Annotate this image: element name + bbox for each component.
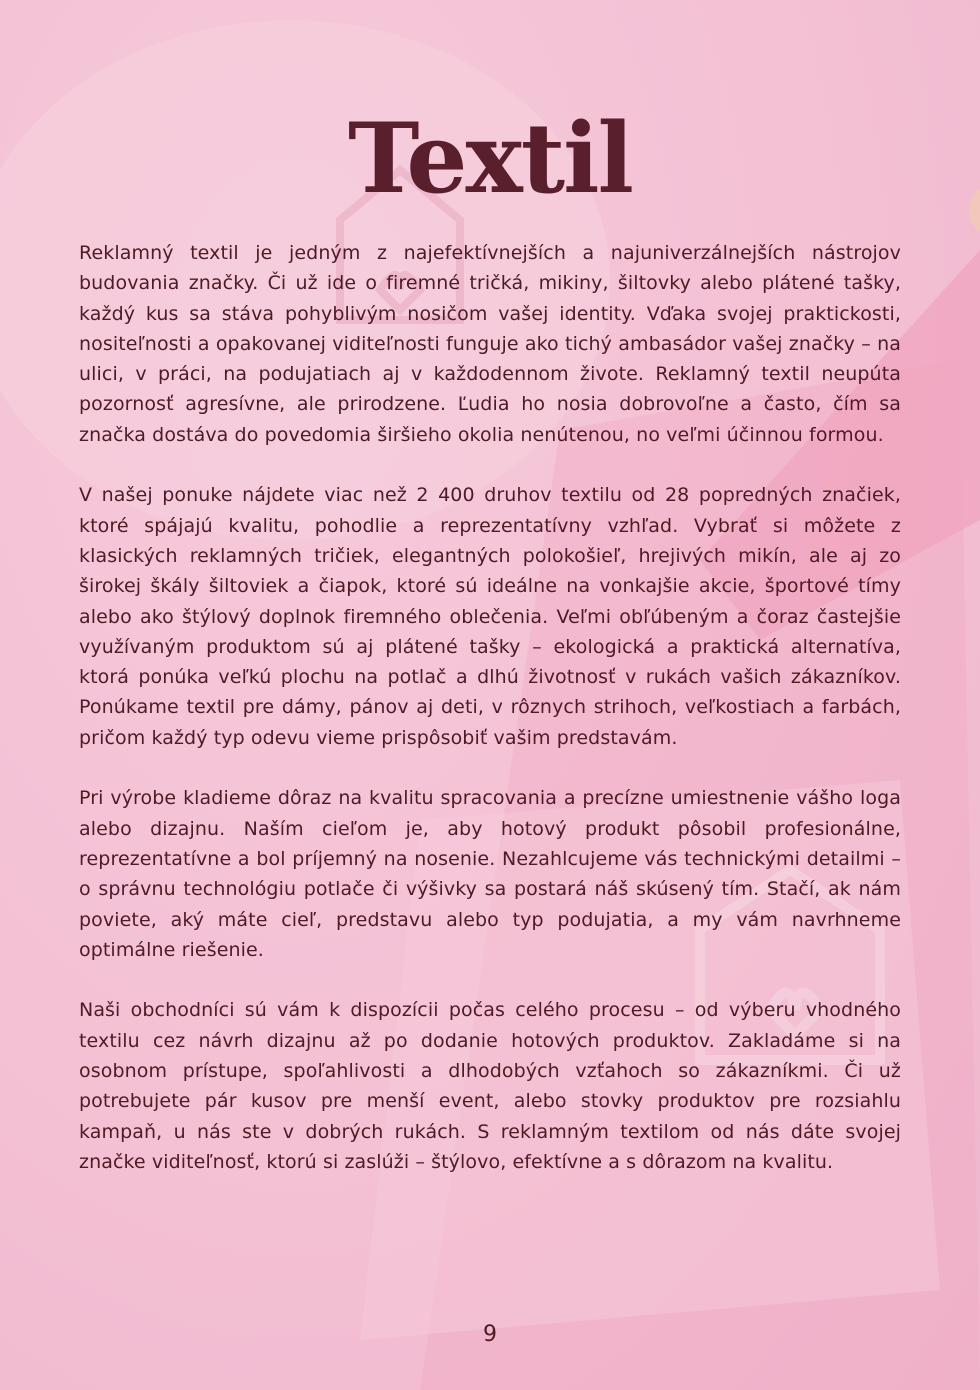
- paragraph-1: Reklamný textil je jedným z najefektívnejších a najuniverzálnejších nástrojov budovania značky. Či už ide o firemné tričká, mikiny, šiltovky alebo plátené tašky, každý kus sa stáva pohyblivým nosičom vašej identity. Vďaka svojej praktickosti, nositeľnosti a opakovanej viditeľnosti funguje ako tichý ambasádor vašej značky – na ulici, v práci, na podujatiach aj v každodennom živote. Reklamný textil neupúta pozornosť agresívne, ale prirodzene. Ľudia ho nosia dobrovoľne a často, čím sa značka dostáva do povedomia širšieho okolia nenútenou, no veľmi účinnou formou.: [79, 242, 901, 446]
- page-title: Textil: [347, 102, 632, 215]
- paragraph-2: V našej ponuke nájdete viac než 2 400 druhov textilu od 28 popredných značiek, ktoré spájajú kvalitu, pohodlie a reprezentatívny vzhľad. Vybrať si môžete z klasických reklamných tričiek, elegantných polokošieľ, hrejivých mikín, ale aj zo širokej škály šiltoviek a čiapok, ktoré sú ideálne na vonkajšie akcie, športové tímy alebo ako štýlový doplnok firemného oblečenia. Veľmi obľúbeným a čoraz častejšie využívaným produktom sú aj plátené tašky – ekologická a praktická alternatíva, ktorá ponúka veľkú plochu na potlač a dlhú životnosť v rukách vašich zákazníkov. Ponúkame textil pre dámy, pánov aj deti, v rôznych strihoch, veľkostiach a farbách, pričom každý typ odevu vieme prispôsobiť vašim predstavám.: [79, 484, 901, 749]
- paragraph-4: Naši obchodníci sú vám k dispozícii počas celého procesu – od výberu vhodného textilu cez návrh dizajnu až po dodanie hotových produktov. Zakladáme si na osobnom prístupe, spoľahlivosti a dlhodobých vzťahoch so zákazníkmi. Či už potrebujete pár kusov pre menší event, alebo stovky produktov pre rozsiahlu kampaň, u nás ste v dobrých rukách. S reklamným textilom od nás dáte svojej značke viditeľnosť, ktorú si zaslúži – štýlovo, efektívne a s dôrazom na kvalitu.: [79, 999, 901, 1173]
- body-text: [79, 238, 901, 1208]
- page-number: 9: [483, 1322, 497, 1347]
- paragraph-3: Pri výrobe kladieme dôraz na kvalitu spracovania a precízne umiestnenie vášho loga alebo dizajnu. Naším cieľom je, aby hotový produkt pôsobil profesionálne, reprezentatívne a bol príjemný na nosenie. Nezahlcujeme vás technickými detailmi – o správnu technológiu potlače či výšivky sa postará náš skúsený tím. Stačí, ak nám poviete, aký máte cieľ, predstavu alebo typ podujatia, a my vám navrhneme optimálne riešenie.: [79, 787, 901, 961]
